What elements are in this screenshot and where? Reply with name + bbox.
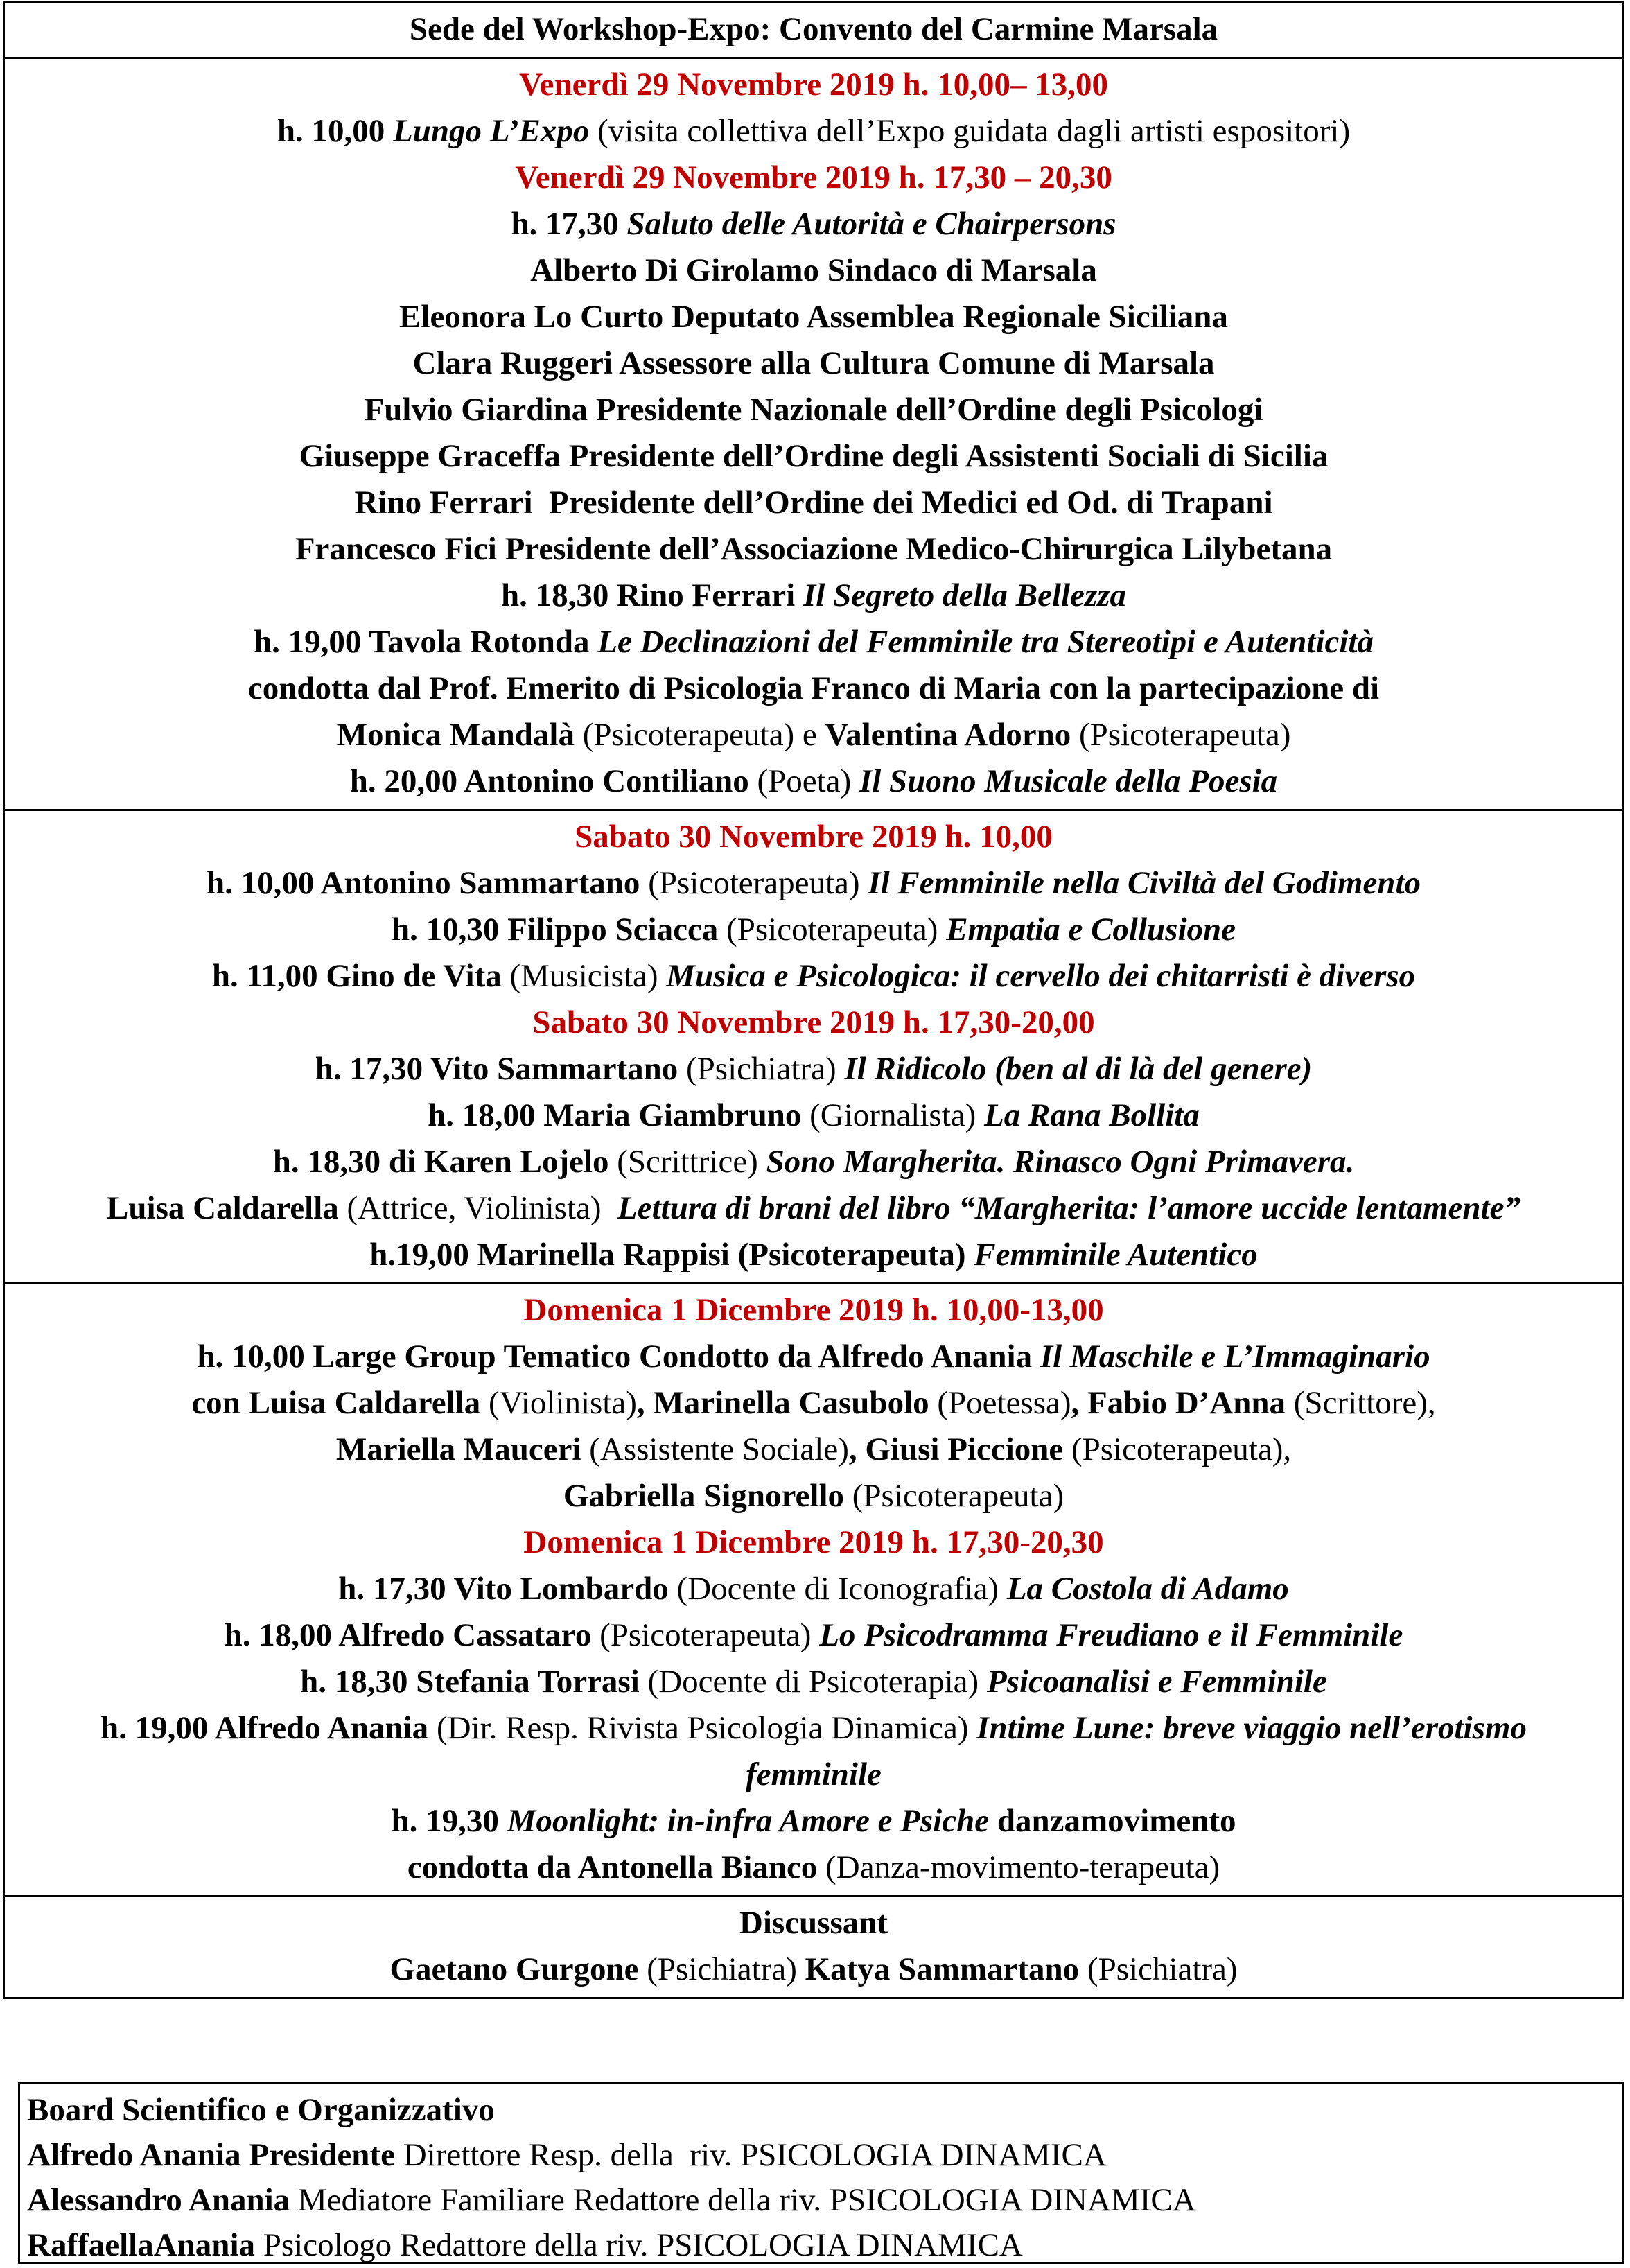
saturday-section bbox=[5, 809, 1622, 1282]
program-line: h. 18,00 Maria Giambruno (Giornalista) La Rana Bollita bbox=[428, 1097, 1200, 1133]
program-line: Monica Mandalà (Psicoterapeuta) e Valentina Adorno (Psicoterapeuta) bbox=[336, 717, 1291, 753]
discussant-line: Gaetano Gurgone (Psichiatra) Katya Sammartano (Psichiatra) bbox=[389, 1951, 1238, 1987]
board-member: RaffaellaAnania Psicologo Redattore della riv. PSICOLOGIA DINAMICA bbox=[27, 2227, 1023, 2263]
program-line: h. 10,30 Filippo Sciacca (Psicoterapeuta) Empatia e Collusione bbox=[391, 911, 1236, 948]
program-line: h. 19,30 Moonlight: in-infra Amore e Psiche danzamovimento bbox=[391, 1803, 1236, 1839]
board-title: Board Scientifico e Organizzativo bbox=[27, 2092, 495, 2128]
program-line: h. 17,30 Saluto delle Autorità e Chairpersons bbox=[511, 206, 1116, 242]
sunday-morning-title: Domenica 1 Dicembre 2019 h. 10,00-13,00 bbox=[523, 1292, 1104, 1328]
program-line: h. 11,00 Gino de Vita (Musicista) Musica e Psicologica: il cervello dei chitarristi è diverso bbox=[211, 958, 1416, 994]
friday-morning-title: Venerdì 29 Novembre 2019 h. 10,00– 13,00 bbox=[519, 67, 1108, 103]
program-line: h. 19,00 Tavola Rotonda Le Declinazioni del Femminile tra Stereotipi e Autenticità bbox=[254, 624, 1374, 660]
board-box bbox=[18, 2082, 1624, 2264]
program-line: h. 18,30 Stefania Torrasi (Docente di Psicoterapia) Psicoanalisi e Femminile bbox=[300, 1664, 1327, 1700]
authority-line: Clara Ruggeri Assessore alla Cultura Comune di Marsala bbox=[412, 345, 1215, 381]
program-line: h.19,00 Marinella Rappisi (Psicoterapeuta) Femminile Autentico bbox=[369, 1237, 1258, 1273]
saturday-morning-title: Sabato 30 Novembre 2019 h. 10,00 bbox=[575, 819, 1053, 855]
venue-section bbox=[5, 3, 1622, 57]
program-line: h. 17,30 Vito Sammartano (Psichiatra) Il Ridicolo (ben al di là del genere) bbox=[315, 1051, 1313, 1087]
discussant-section bbox=[5, 1895, 1622, 1997]
program-line: con Luisa Caldarella (Violinista), Marinella Casubolo (Poetessa), Fabio D’Anna (Scrittore), bbox=[191, 1385, 1436, 1421]
saturday-evening-title: Sabato 30 Novembre 2019 h. 17,30-20,00 bbox=[532, 1004, 1095, 1040]
program-line: h. 20,00 Antonino Contiliano (Poeta) Il Suono Musicale della Poesia bbox=[349, 763, 1278, 799]
board-member: Alessandro Anania Mediatore Familiare Redattore della riv. PSICOLOGIA DINAMICA bbox=[27, 2182, 1196, 2218]
board-member: Alfredo Anania Presidente Direttore Resp. della riv. PSICOLOGIA DINAMICA bbox=[27, 2137, 1107, 2173]
program-line: h. 17,30 Vito Lombardo (Docente di Iconografia) La Costola di Adamo bbox=[338, 1571, 1289, 1607]
program-line: Luisa Caldarella (Attrice, Violinista) Lettura di brani del libro “Margherita: l’amore uccide lentamente” bbox=[107, 1190, 1521, 1226]
program-line: condotta da Antonella Bianco (Danza-movimento-terapeuta) bbox=[407, 1849, 1220, 1885]
program-line: Mariella Mauceri (Assistente Sociale), Giusi Piccione (Psicoterapeuta), bbox=[335, 1431, 1292, 1467]
program-line: h. 10,00 Lungo L’Expo (visita collettiva dell’Expo guidata dagli artisti espositori) bbox=[277, 113, 1351, 149]
venue-title: Sede del Workshop-Expo: Convento del Carmine Marsala bbox=[409, 11, 1218, 47]
authority-line: Francesco Fici Presidente dell’Associazione Medico-Chirurgica Lilybetana bbox=[295, 531, 1333, 567]
authority-line: Rino Ferrari Presidente dell’Ordine dei Medici ed Od. di Trapani bbox=[354, 485, 1273, 521]
program-table bbox=[3, 1, 1624, 1999]
program-line: h. 18,30 Rino Ferrari Il Segreto della Bellezza bbox=[500, 577, 1127, 613]
program-line: h. 10,00 Large Group Tematico Condotto da Alfredo Anania Il Maschile e L’Immaginario bbox=[197, 1338, 1430, 1375]
discussant-title: Discussant bbox=[739, 1905, 888, 1941]
authority-line: Fulvio Giardina Presidente Nazionale dell’Ordine degli Psicologi bbox=[364, 392, 1263, 428]
sunday-evening-title: Domenica 1 Dicembre 2019 h. 17,30-20,30 bbox=[523, 1524, 1104, 1560]
friday-evening-title: Venerdì 29 Novembre 2019 h. 17,30 – 20,30 bbox=[515, 159, 1112, 195]
program-line: condotta dal Prof. Emerito di Psicologia Franco di Maria con la partecipazione di bbox=[247, 670, 1380, 706]
authority-line: Alberto Di Girolamo Sindaco di Marsala bbox=[530, 252, 1097, 288]
program-line: Gabriella Signorello (Psicoterapeuta) bbox=[563, 1478, 1064, 1514]
sunday-section bbox=[5, 1282, 1622, 1895]
program-line: h. 19,00 Alfredo Anania (Dir. Resp. Rivista Psicologia Dinamica) Intime Lune: breve viaggio nell’erotismo femminile bbox=[100, 1710, 1527, 1792]
friday-section bbox=[5, 57, 1622, 809]
program-line: h. 18,00 Alfredo Cassataro (Psicoterapeuta) Lo Psicodramma Freudiano e il Femminile bbox=[224, 1617, 1403, 1653]
program-line: h. 18,30 di Karen Lojelo (Scrittrice) Sono Margherita. Rinasco Ogni Primavera. bbox=[272, 1144, 1355, 1180]
authority-line: Eleonora Lo Curto Deputato Assemblea Regionale Siciliana bbox=[399, 299, 1228, 335]
authority-line: Giuseppe Graceffa Presidente dell’Ordine degli Assistenti Sociali di Sicilia bbox=[299, 438, 1329, 474]
program-line: h. 10,00 Antonino Sammartano (Psicoterapeuta) Il Femminile nella Civiltà del Godimento bbox=[206, 865, 1421, 901]
